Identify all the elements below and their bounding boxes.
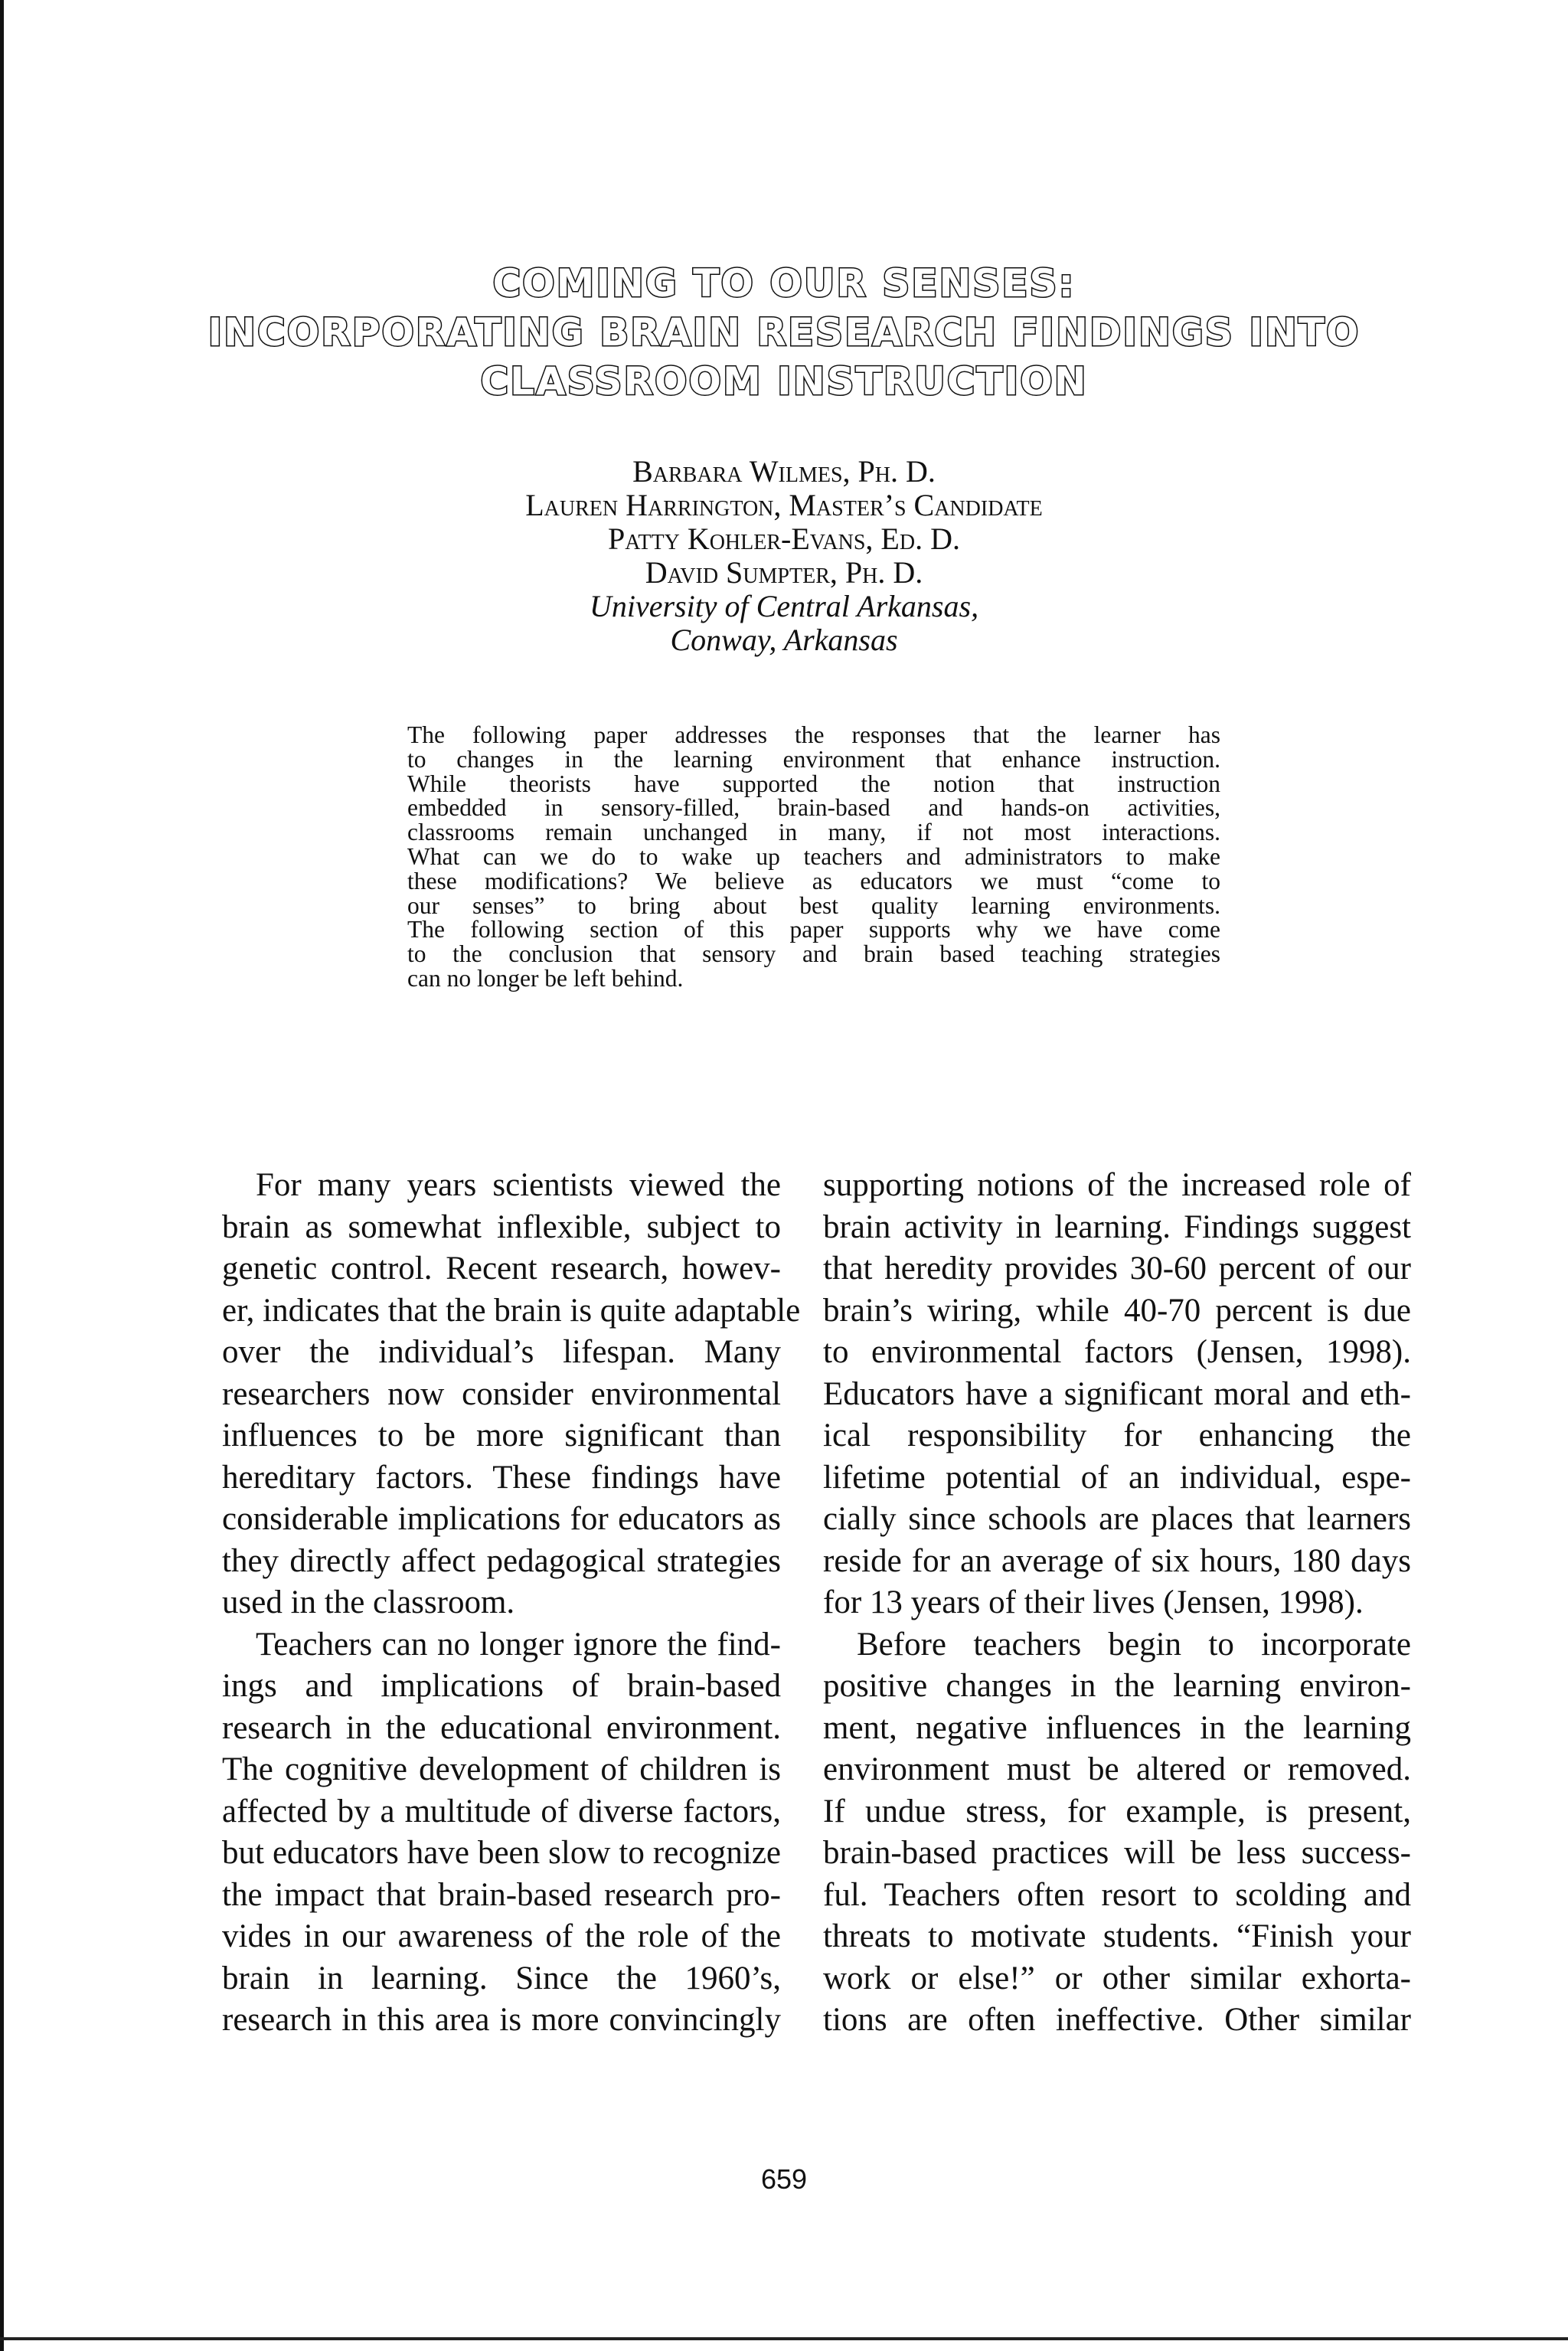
abstract-line: The following paper addresses the responses that the learner has (407, 721, 1220, 748)
body-column-left (222, 1165, 801, 2042)
body-line: considerable implications for educators as (222, 1501, 781, 1537)
body-line: ment, negative influences in the learning (823, 1709, 1411, 1746)
author-name: Barbara Wilmes, Ph. D. (632, 454, 936, 489)
abstract-line: classrooms remain unchanged in many, if not most interactions. (407, 819, 1220, 846)
abstract-line: What can we do to wake up teachers and administrators to make (407, 842, 1220, 870)
body-line: ings and implications of brain-based (222, 1668, 781, 1704)
body-line: lifetime potential of an individual, espe- (823, 1459, 1411, 1496)
body-line: For many years scientists viewed the (256, 1167, 781, 1203)
abstract-line: to the conclusion that sensory and brain based teaching strategies (407, 940, 1220, 968)
author-name: David Sumpter, Ph. D. (645, 555, 923, 590)
body-line: environment must be altered or removed. (823, 1751, 1411, 1787)
body-line: for 13 years of their lives (Jensen, 1998). (823, 1584, 1364, 1620)
author-name: Lauren Harrington, Master’s Candidate (525, 488, 1043, 522)
body-line: ical responsibility for enhancing the (823, 1417, 1411, 1453)
body-line: genetic control. Recent research, howev- (222, 1251, 781, 1287)
title-line: CLASSROOM INSTRUCTION (480, 359, 1088, 404)
body-line: Before teachers begin to incorporate (857, 1626, 1411, 1663)
body-line: but educators have been slow to recognize (222, 1835, 781, 1871)
body-line: research in the educational environment. (222, 1709, 781, 1746)
paper-title (0, 259, 1568, 406)
body-line: hereditary factors. These findings have (222, 1459, 781, 1496)
body-line: cially since schools are places that learners (823, 1501, 1411, 1537)
abstract (407, 723, 1220, 991)
body-line: research in this area is more convincingly (222, 2002, 781, 2038)
body-line: supporting notions of the increased role of (823, 1167, 1411, 1203)
body-line: brain-based practices will be less success- (823, 1835, 1411, 1871)
page-number: 659 (760, 2163, 808, 2195)
body-line: brain activity in learning. Findings suggest (823, 1208, 1411, 1245)
author-block (0, 455, 1568, 657)
abstract-line: embedded in sensory-filled, brain-based and hands-on activities, (407, 794, 1220, 822)
body-line: brain’s wiring, while 40-70 percent is due (823, 1292, 1411, 1329)
body-line: threats to motivate students. “Finish your (823, 1918, 1411, 1954)
body-line: over the individual’s lifespan. Many (222, 1334, 781, 1370)
body-line: ful. Teachers often resort to scolding and (823, 1876, 1411, 1913)
body-line: that heredity provides 30-60 percent of our (823, 1251, 1411, 1287)
body-column-right (823, 1165, 1411, 2042)
body-line: positive changes in the learning environ- (823, 1668, 1411, 1704)
abstract-line: these modifications? We believe as educators we must “come to (407, 867, 1220, 894)
body-line: Teachers can no longer ignore the find- (256, 1626, 781, 1663)
body-line: er, indicates that the brain is quite adaptable (222, 1292, 801, 1329)
body-line: affected by a multitude of diverse factors, (222, 1793, 781, 1829)
body-line: used in the classroom. (222, 1584, 515, 1620)
abstract-line: The following section of this paper supports why we have come (407, 916, 1220, 943)
body-line: influences to be more significant than (222, 1417, 781, 1453)
body-line: researchers now consider environmental (222, 1375, 781, 1412)
body-line: The cognitive development of children is (222, 1751, 781, 1787)
abstract-line: can no longer be left behind. (407, 964, 684, 992)
body-line: brain as somewhat inflexible, subject to (222, 1208, 781, 1245)
body-line: tions are often ineffective. Other similar (823, 2002, 1411, 2038)
abstract-line: our senses” to bring about best quality learning environments. (407, 891, 1220, 919)
body-line: reside for an average of six hours, 180 days (823, 1542, 1411, 1579)
body-line: the impact that brain-based research pro- (222, 1876, 781, 1913)
body-line: to environmental factors (Jensen, 1998). (823, 1334, 1411, 1370)
abstract-line: to changes in the learning environment that enhance instruction. (407, 745, 1220, 773)
body-line: they directly affect pedagogical strategies (222, 1542, 781, 1579)
scan-edge-bottom (0, 2337, 1568, 2340)
affiliation-line: Conway, Arkansas (670, 623, 898, 657)
body-line: vides in our awareness of the role of the (222, 1918, 781, 1954)
title-line: INCORPORATING BRAIN RESEARCH FINDINGS INTO (207, 310, 1361, 355)
body-line: work or else!” or other similar exhorta- (823, 1960, 1411, 1996)
abstract-line: While theorists have supported the notion that instruction (407, 770, 1220, 797)
author-name: Patty Kohler-Evans, Ed. D. (608, 522, 960, 556)
body-line: brain in learning. Since the 1960’s, (222, 1960, 781, 1996)
affiliation-line: University of Central Arkansas, (589, 589, 979, 623)
title-line: COMING TO OUR SENSES: (492, 261, 1076, 306)
body-line: If undue stress, for example, is present, (823, 1793, 1411, 1829)
body-line: Educators have a significant moral and eth- (823, 1375, 1411, 1412)
